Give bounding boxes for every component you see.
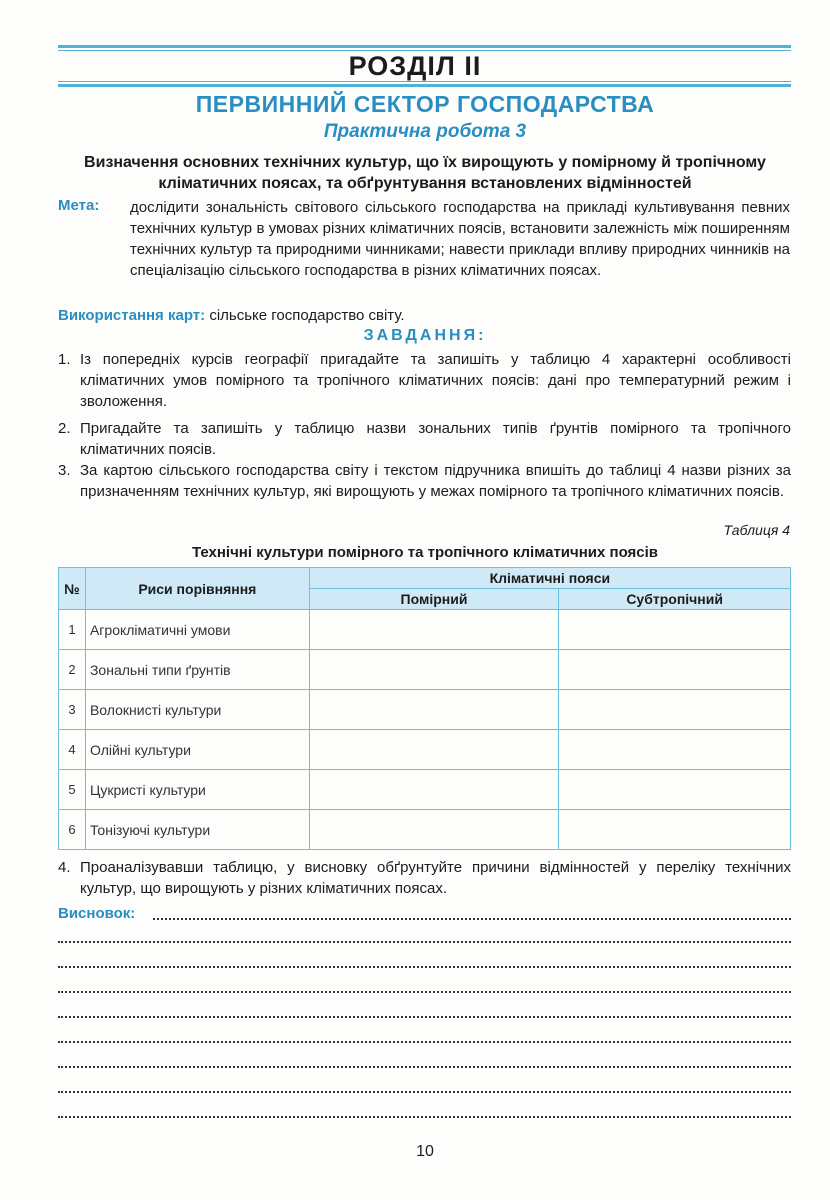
- row-feature: Тонізуючі культури: [85, 810, 309, 850]
- col-header-number: №: [59, 568, 86, 610]
- row-feature: Волокнисті культури: [85, 690, 309, 730]
- header-rule: [58, 84, 791, 87]
- row-number: 4: [59, 730, 86, 770]
- row-number: 6: [59, 810, 86, 850]
- row-feature: Зональні типи ґрунтів: [85, 650, 309, 690]
- table-label: Таблиця 4: [723, 522, 790, 538]
- conclusion-writing-line[interactable]: [58, 1016, 791, 1018]
- maps-text: сільське господарство світу.: [209, 307, 405, 324]
- chapter-title: ПЕРВИННИЙ СЕКТОР ГОСПОДАРСТВА: [195, 91, 655, 117]
- table-row: [59, 730, 791, 770]
- task-text: Пригадайте та запишіть у таблицю назви зональних типів ґрунтів помірного та тропічного кліматичних поясів.: [80, 420, 791, 458]
- table-row: [59, 770, 791, 810]
- answer-cell-subtropical[interactable]: [559, 690, 791, 730]
- goal-label: Мета:: [58, 197, 100, 214]
- row-number: 3: [59, 690, 86, 730]
- answer-cell-subtropical[interactable]: [559, 650, 791, 690]
- conclusion-writing-line[interactable]: [58, 1091, 791, 1093]
- task-item: [58, 460, 791, 502]
- task-item: [58, 349, 791, 412]
- goal-text: дослідити зональність світового сільського господарства на прикладі культивування певних технічних культур в умовах різних кліматичних поясів, встановити залежність між поширенням технічних культур та природними чинниками; навести приклади впливу природних чинників на спеціалізацію сільського господарства в різних кліматичних поясах.: [130, 199, 790, 279]
- row-number: 1: [59, 610, 86, 650]
- conclusion-writing-line[interactable]: [153, 918, 791, 920]
- answer-cell-subtropical[interactable]: [559, 610, 791, 650]
- answer-cell-subtropical[interactable]: [559, 770, 791, 810]
- table-caption: Технічні культури помірного та тропічного кліматичних поясів: [191, 544, 659, 561]
- task-text: Проаналізувавши таблицю, у висновку обґрунтуйте причини відмінностей у переліку технічних культур, що вирощують у різних кліматичних поясах.: [80, 859, 791, 897]
- task-item: [58, 418, 791, 460]
- task-number: 4.: [58, 859, 71, 876]
- row-feature: Агрокліматичні умови: [85, 610, 309, 650]
- conclusion-writing-line[interactable]: [58, 1116, 791, 1118]
- section-title: РОЗДІЛ II: [348, 51, 482, 81]
- col-header-feature: Риси порівняння: [85, 568, 309, 610]
- conclusion-writing-line[interactable]: [58, 1041, 791, 1043]
- row-number: 5: [59, 770, 86, 810]
- answer-cell-temperate[interactable]: [309, 650, 559, 690]
- answer-cell-subtropical[interactable]: [559, 810, 791, 850]
- col-header-temperate: Помірний: [309, 589, 559, 610]
- task-text: За картою сільського господарства світу і текстом підручника впишіть до таблиці 4 назви різних за призначенням технічних культур, які вирощують у межах помірного та тропічного кліматичних поясів.: [80, 462, 791, 500]
- col-header-subtropical: Субтропічний: [559, 589, 791, 610]
- table-row: [59, 650, 791, 690]
- work-topic: Визначення основних технічних культур, що їх вирощують у помірному й тропічному кліматичних поясах, та обґрунтування встановлених відмінностей: [84, 154, 766, 192]
- practical-work-title: Практична робота 3: [323, 121, 527, 142]
- header-rule: [58, 81, 791, 82]
- page-number: 10: [416, 1143, 434, 1160]
- answer-cell-temperate[interactable]: [309, 610, 559, 650]
- row-number: 2: [59, 650, 86, 690]
- answer-cell-subtropical[interactable]: [559, 730, 791, 770]
- table-row: [59, 610, 791, 650]
- comparison-table: [58, 567, 791, 850]
- col-header-climate-belts: Кліматичні пояси: [309, 568, 790, 589]
- conclusion-writing-line[interactable]: [58, 941, 791, 943]
- header-rule: [58, 45, 791, 48]
- answer-cell-temperate[interactable]: [309, 730, 559, 770]
- task-text: Із попередніх курсів географії пригадайте та запишіть у таблицю 4 характерні особливості кліматичних умов помірного та тропічного кліматичних поясів: дані про температурний режим і зволоження.: [80, 351, 791, 410]
- row-feature: Олійні культури: [85, 730, 309, 770]
- maps-label: Використання карт:: [58, 307, 206, 324]
- conclusion-writing-line[interactable]: [58, 966, 791, 968]
- maps-line: [58, 305, 798, 326]
- table-row: [59, 690, 791, 730]
- task-number: 1.: [58, 351, 71, 368]
- row-feature: Цукристі культури: [85, 770, 309, 810]
- answer-cell-temperate[interactable]: [309, 810, 559, 850]
- task-item: [58, 857, 791, 899]
- conclusion-label: Висновок:: [58, 905, 136, 922]
- answer-cell-temperate[interactable]: [309, 690, 559, 730]
- conclusion-writing-line[interactable]: [58, 1066, 791, 1068]
- tasks-heading: ЗАВДАННЯ:: [363, 327, 487, 344]
- answer-cell-temperate[interactable]: [309, 770, 559, 810]
- task-number: 3.: [58, 462, 71, 479]
- table-row: [59, 810, 791, 850]
- task-number: 2.: [58, 420, 71, 437]
- conclusion-writing-line[interactable]: [58, 991, 791, 993]
